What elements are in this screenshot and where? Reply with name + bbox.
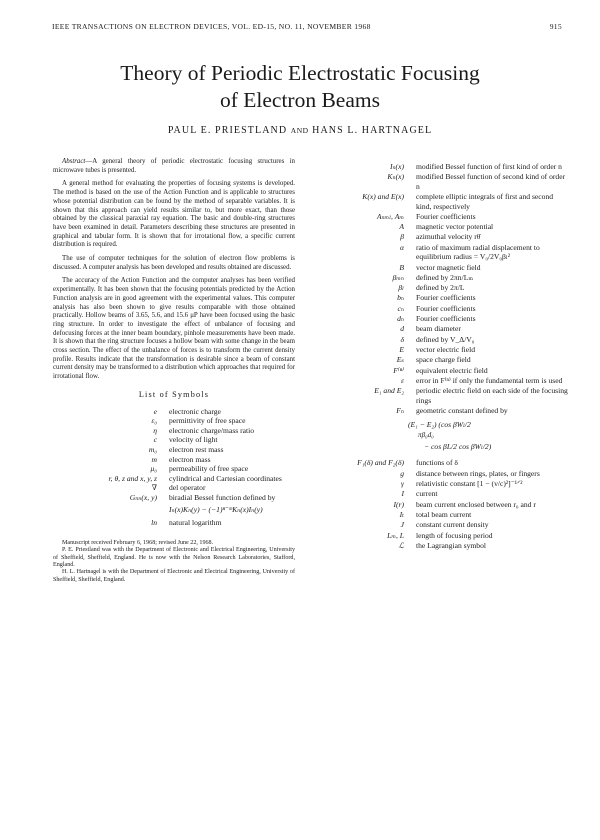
symbol-row (53, 483, 295, 493)
symbol-definition: defined by 2π/L (416, 283, 465, 293)
symbol-definition: ratio of maximum radial displacement to equilibrium radius = V₀/2V₀βₗ² (416, 242, 540, 262)
symbol-row (53, 464, 295, 474)
author-and: AND (290, 126, 309, 135)
symbol-row (316, 222, 568, 232)
symbol: g (400, 468, 404, 478)
symbol: Iₜ (399, 509, 404, 519)
symbol-row (53, 407, 295, 417)
symbol-definition: distance between rings, plates, or fingers (416, 468, 540, 478)
list-of-symbols-heading: List of Symbols (138, 389, 210, 399)
symbol-row (316, 500, 568, 510)
symbol-row (316, 469, 568, 479)
symbol-definition: velocity of light (169, 435, 218, 445)
symbol-definition: functions of δ (416, 458, 458, 468)
symbol-definition: space charge field (416, 355, 471, 365)
symbol: m₀ (148, 444, 157, 454)
symbol: J (400, 520, 404, 530)
symbol: E (399, 344, 404, 354)
fn-formula-continued: − cos βL/2 cos βWₗ/2) (424, 442, 492, 452)
page-number: 915 (549, 22, 562, 31)
symbol: β (400, 232, 404, 242)
title-line-2: of Electron Beams (219, 88, 380, 112)
title-line-1: Theory of Periodic Electrostatic Focusing (120, 61, 480, 85)
symbol-row (316, 541, 568, 551)
symbol-row (316, 489, 568, 499)
symbol: γ (401, 479, 404, 489)
journal-line: IEEE TRANSACTIONS ON ELECTRON DEVICES, VOL. ED-15, NO. 11, NOVEMBER 1968 (52, 22, 371, 31)
symbol: ε (401, 375, 404, 385)
left-symbol-list (53, 407, 295, 503)
running-header (52, 22, 562, 36)
symbol-row (316, 314, 568, 324)
symbol-row (316, 304, 568, 314)
symbol-definition: beam current enclosed between r₀ and r (416, 499, 536, 509)
symbol-row (316, 458, 568, 468)
symbol: μ₀ (150, 464, 157, 474)
symbol-definition: permittivity of free space (169, 416, 246, 426)
symbol-row (316, 406, 568, 416)
symbol-row (53, 435, 295, 445)
symbol-row (53, 426, 295, 436)
footnote-author-2: H. L. Hartnagel is with the Department of Electronic and Electrical Engineering, University of Sheffield, Sheffield, England. (53, 569, 295, 583)
symbol-definition: vector magnetic field (416, 262, 481, 272)
symbol: c (153, 435, 157, 445)
footnote-received: Manuscript received February 6, 1968; revised June 22, 1968. (62, 539, 214, 546)
biradial-formula: Iₙ(x)Kₙ(y) − (−1)ⁿ⁻ᵐKₙ(x)Iₙ(y) (169, 504, 263, 514)
fn-formula-denominator: πβ₀d₀ (418, 431, 434, 440)
symbol: η (153, 425, 157, 435)
symbol-row (53, 455, 295, 465)
symbol-definition: error in F⁽ⁿ⁾ if only the fundamental term is used (416, 375, 563, 385)
symbol: Aₙₘₗ, Aₘ (376, 211, 404, 221)
symbol-row (316, 345, 568, 355)
symbol-row (316, 479, 568, 489)
symbol-definition: modified Bessel function of first kind of order n (416, 162, 562, 171)
symbol-definition: del operator (169, 483, 206, 493)
symbol-definition: total beam current (416, 509, 472, 519)
author-line (0, 125, 600, 136)
symbol-row (316, 273, 568, 283)
symbol-definition: geometric constant defined by (416, 405, 508, 415)
symbol-definition: length of focusing period (416, 530, 493, 540)
symbol: r, θ, z and x, y, z (108, 473, 157, 483)
abstract-p3: The use of computer techniques for the solution of electron flow problems is discussed. A computer analysis has been developed and results obtained are discussed. (53, 255, 295, 271)
symbol-row (316, 335, 568, 345)
symbol-definition: electronic charge (169, 406, 221, 416)
symbol-definition: modified Bessel function of second kind of order n (416, 172, 566, 191)
symbol: I (401, 489, 404, 499)
symbol-definition: Fourier coefficients (416, 303, 476, 313)
symbol-row (316, 355, 568, 365)
symbol-row (53, 445, 295, 455)
symbol: A (399, 222, 404, 232)
symbol-definition: electronic charge/mass ratio (169, 425, 255, 435)
abstract-label: Abstract (62, 158, 86, 165)
abstract-p1: Abstract—A general theory of periodic electrostatic focusing structures in microwave tubes is presented. (53, 158, 295, 174)
symbol: dₙ (397, 314, 404, 324)
symbol-row (53, 416, 295, 426)
right-column (316, 162, 568, 551)
symbol-definition: relativistic constant [1 − (v/c)²]⁻¹ᐟ² (416, 479, 523, 489)
symbol: B (399, 262, 404, 272)
symbol: δ (400, 334, 404, 344)
symbol: Iₙ(x) (389, 162, 404, 171)
symbol-row (53, 493, 295, 503)
footnote-author-1: P. E. Priestland was with the Department of Electronic and Electrical Engineering, University of Sheffield, Sheffield, England. He is now with the Nelson Research Laboratories, Stafford, England. (53, 547, 295, 569)
symbol: K(x) and E(x) (362, 192, 404, 202)
paper-title (0, 60, 600, 114)
symbol-definition: biradial Bessel function defined by (169, 492, 276, 502)
symbol-row (316, 243, 568, 262)
symbol-definition: defined by V_Δ/V₀ (416, 334, 475, 344)
symbol-row (316, 386, 568, 405)
symbol: cₙ (397, 303, 404, 313)
symbol-row (316, 172, 568, 191)
symbol: ε₀ (151, 416, 157, 426)
symbol: bₙ (397, 293, 404, 303)
symbol-definition: electron rest mass (169, 444, 224, 454)
right-symbol-list (316, 162, 568, 415)
symbol-definition: electron mass (169, 454, 211, 464)
symbol-definition: Fourier coefficients (416, 293, 476, 303)
symbol: βₘₙ (392, 272, 404, 282)
symbol-row (316, 212, 568, 222)
symbol-row (53, 474, 295, 484)
symbol-row (316, 192, 568, 211)
symbol: Eₛ (396, 355, 404, 365)
symbol-row (316, 376, 568, 386)
symbol-row (316, 162, 568, 172)
symbol: Fₙ (396, 405, 404, 415)
symbol-definition: azimuthal velocity rθ̇ (416, 232, 481, 242)
symbol-definition: periodic electric field on each side of the focusing rings (416, 386, 568, 405)
symbol-definition: current (416, 489, 438, 499)
symbol-row (316, 366, 568, 376)
symbol-definition: Fourier coefficients (416, 211, 476, 221)
symbol-row (316, 263, 568, 273)
symbol-definition: the Lagrangian symbol (416, 540, 487, 550)
symbol-definition: vector electric field (416, 344, 476, 354)
symbol: F₁(δ) and F₂(δ) (357, 458, 404, 468)
symbol-definition: constant current density (416, 520, 489, 530)
left-column (53, 158, 295, 584)
symbol-row (316, 531, 568, 541)
symbol-row (316, 510, 568, 520)
symbol: F⁽ⁿ⁾ (393, 365, 404, 375)
fn-formula-numerator: (E₁ − E₂) (cos βWₗ/2 (408, 420, 471, 430)
symbol-definition: cylindrical and Cartesian coordinates (169, 473, 282, 483)
footnote (53, 540, 295, 584)
symbol-row (316, 293, 568, 303)
symbol-definition: defined by 2πn/Lₘ (416, 272, 473, 282)
symbol: α (400, 242, 404, 252)
symbol: βₗ (398, 283, 404, 293)
symbol-row (316, 324, 568, 334)
symbol: Lₘ, L (387, 530, 404, 540)
symbol-row: ln natural logarithm (151, 518, 222, 528)
author-1: PAUL E. PRIESTLAND (167, 125, 288, 136)
abstract-p4: The accuracy of the Action Function and the computer analyses has been verified experimentally. It has been shown that the focusing potentials predicted by the Action Function analysis are in good agreement with the experimental values. This computer analysis has also been shown to give results comparable with those obtained practically. Hollow beams of 3.65, 5.6, and 15.6 μP have been focused using the basic ring structure. In order to investigate the effect of unbalance of focusing and defocusing forces at the inner beam boundary, pinhole measurements have been made. It is shown that the ring structure focuses a hollow beam with some change in the beam cross section. The effect of the unbalance of forces is to transform the current density profile. Results indicate that the transformation is desirable since a beam of constant current density may be transformed to a distribution which approaches that required for irrotational flow. (53, 277, 295, 381)
symbol: d (400, 324, 404, 334)
symbol-definition: magnetic vector potential (416, 222, 494, 232)
symbol: ∇ (151, 483, 157, 493)
symbol-row (316, 283, 568, 293)
symbol-definition: Fourier coefficients (416, 314, 476, 324)
symbol: I(r) (393, 499, 404, 509)
author-2: HANS L. HARTNAGEL (312, 125, 433, 136)
symbol-definition: permeability of free space (169, 464, 249, 474)
symbol-row (316, 520, 568, 530)
symbol: ℒ (398, 540, 404, 550)
abstract-p2: A general method for evaluating the properties of focusing systems is developed. The method is based on the use of the Action Function and is applicable to structures whose potential distribution can be found by the method of separable variables. It is shown that this approach can yield results similar to, but more exact, than those obtained by the classical paraxial ray equation. The basic and double-ring structures have been examined in detail. Parameters describing these structures are presented in graphical and tabular form. It is shown that for irrotational flow, a specific current distribution is required. (53, 180, 295, 249)
symbol: Gₙₙ(x, y) (129, 492, 157, 502)
symbol: m (151, 454, 157, 464)
symbol-definition: beam diameter (416, 324, 461, 334)
symbol-definition: complete elliptic integrals of first and second kind, respectively (416, 192, 554, 211)
right-symbol-list-tail (316, 458, 568, 550)
symbol: e (153, 406, 157, 416)
symbol-definition: equivalent electric field (416, 365, 488, 375)
symbol: E₁ and E₂ (374, 386, 404, 396)
symbol: Kₙ(x) (387, 172, 404, 182)
symbol-row (316, 232, 568, 242)
